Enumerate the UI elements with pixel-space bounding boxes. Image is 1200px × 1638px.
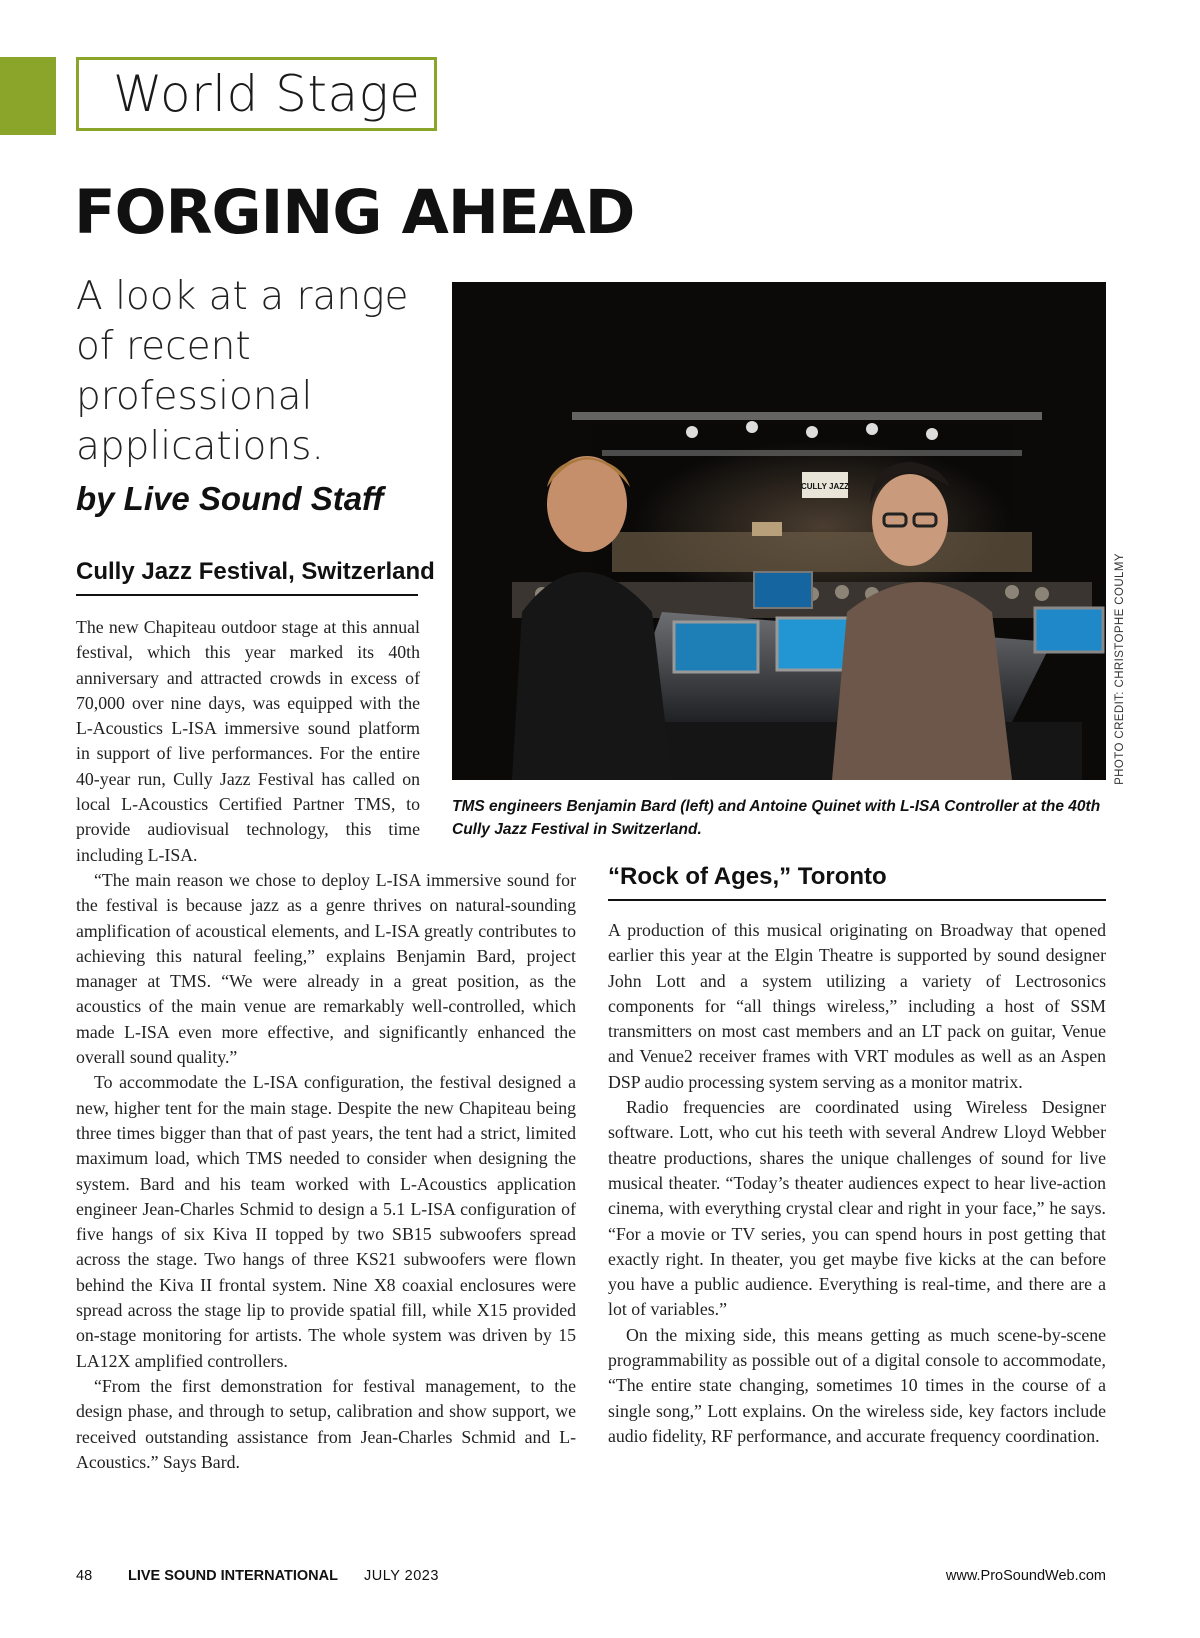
photo-credit bbox=[1108, 553, 1132, 785]
cully-paragraph-2: “The main reason we chose to deploy L-ISA immersive sound for the festival is because jazz as a genre thrives on natural-sounding amplification of acoustical elements, and L-ISA greatly contributes to achieving this natural feeling,” explains Benjamin Bard, project manager at TMS. “We were already in a great position, as the acoustics of the main venue are remarkably well-controlled, which made L-ISA even more effective, and significantly enhanced the overall sound quality.” bbox=[76, 870, 576, 1068]
subhead-rock: “Rock of Ages,” Toronto bbox=[608, 863, 1106, 901]
cully-intro-column bbox=[76, 615, 420, 868]
rock-paragraph-3: On the mixing side, this means getting as much scene-by-scene programmability as possible out of a digital console to accommodate, “The entire state changing, sometimes 10 times in the course of a single song,” Lott explains. On the wireless side, key factors include audio fidelity, RF performance, and accurate frequency coordination. bbox=[608, 1324, 1106, 1446]
rock-body-column bbox=[608, 918, 1106, 1449]
section-accent-bar bbox=[0, 57, 56, 135]
cully-paragraph-4: “From the first demonstration for festival management, to the design phase, and through to setup, calibration and show support, we received outstanding assistance from Jean-Charles Schmid and L-Acoustics.” Says Bard. bbox=[76, 1375, 576, 1472]
article-headline: FORGING AHEAD bbox=[74, 177, 635, 248]
concert-photo-illustration bbox=[452, 282, 1106, 780]
article-byline: by Live Sound Staff bbox=[76, 480, 384, 517]
section-label: World Stage bbox=[76, 57, 437, 131]
cully-paragraph-1: The new Chapiteau outdoor stage at this annual festival, which this year marked its 40th anniversary and attracted crowds in excess of 70,000 over nine days, was equipped with the L-Acoustics L-ISA immersive sound platform in support of live performances. For the entire 40-year run, Cully Jazz Festival has called on local L-Acoustics Certified Partner TMS, to provide audiovisual technology, this time including L-ISA. bbox=[76, 617, 420, 865]
footer-website-link[interactable]: www.ProSoundWeb.com bbox=[945, 1568, 1106, 1584]
article-deck: A look at a range of recent professional applications. bbox=[76, 274, 409, 469]
stage-sign-text: CULLY JAZZ bbox=[800, 482, 850, 491]
rock-paragraph-2: Radio frequencies are coordinated using Wireless Designer software. Lott, who cut his teeth with several Andrew Lloyd Webber theatre productions, shares the unique challenges of sound for live musical theater. “Today’s theater audiences expect to hear live-action cinema, with everything crystal clear and right in your face,” he says. “For a movie or TV series, you can spend hours in post getting that exactly right. In theater, you get maybe five kicks at the can before you have a public audience. Everything is real-time, and there are a lot of variables.” bbox=[608, 1097, 1106, 1320]
footer-issue-date: JULY 2023 bbox=[364, 1568, 439, 1584]
article-photo bbox=[452, 282, 1106, 780]
photo-caption: TMS engineers Benjamin Bard (left) and Antoine Quinet with L-ISA Controller at the 40th Cully Jazz Festival in Switzerland. bbox=[452, 798, 1101, 838]
photo-credit-text: PHOTO CREDIT: CHRISTOPHE COULMY bbox=[1114, 553, 1127, 785]
cully-body-column bbox=[76, 868, 576, 1475]
rock-paragraph-1: A production of this musical originating on Broadway that opened earlier this year at the Elgin Theatre is supported by sound designer John Lott and a system utilizing a variety of Lectrosonics components for “all things wireless,” including a host of SSM transmitters on most cast members and an LT pack on guitar, Venue and Venue2 receiver frames with VRT modules as well as an Aspen DSP audio processing system serving as a monitor matrix. bbox=[608, 920, 1106, 1092]
person-right bbox=[832, 582, 1012, 780]
console-screen-left bbox=[674, 622, 758, 672]
footer-page-number: 48 bbox=[76, 1568, 93, 1584]
cully-paragraph-3: To accommodate the L-ISA configuration, the festival designed a new, higher tent for the main stage. Despite the new Chapiteau being three times bigger than that of past years, the tent had a strict, limited maximum load, which TMS needed to consider when designing the system. Bard and his team worked with L-Acoustics application engineer Jean-Charles Schmid to design a 5.1 L-ISA configuration of five hangs of six Kiva II topped by two SB15 subwoofers spread across the stage. Two hangs of three KS21 subwoofers were flown behind the Kiva II frontal system. Nine X8 coaxial enclosures were spread across the stage lip to provide spatial fill, while X15 provided on-stage monitoring for artists. The whole system was driven by 15 LA12X amplified controllers. bbox=[76, 1072, 576, 1371]
subhead-cully: Cully Jazz Festival, Switzerland bbox=[76, 558, 418, 596]
footer-magazine-name: LIVE SOUND INTERNATIONAL bbox=[128, 1568, 338, 1584]
